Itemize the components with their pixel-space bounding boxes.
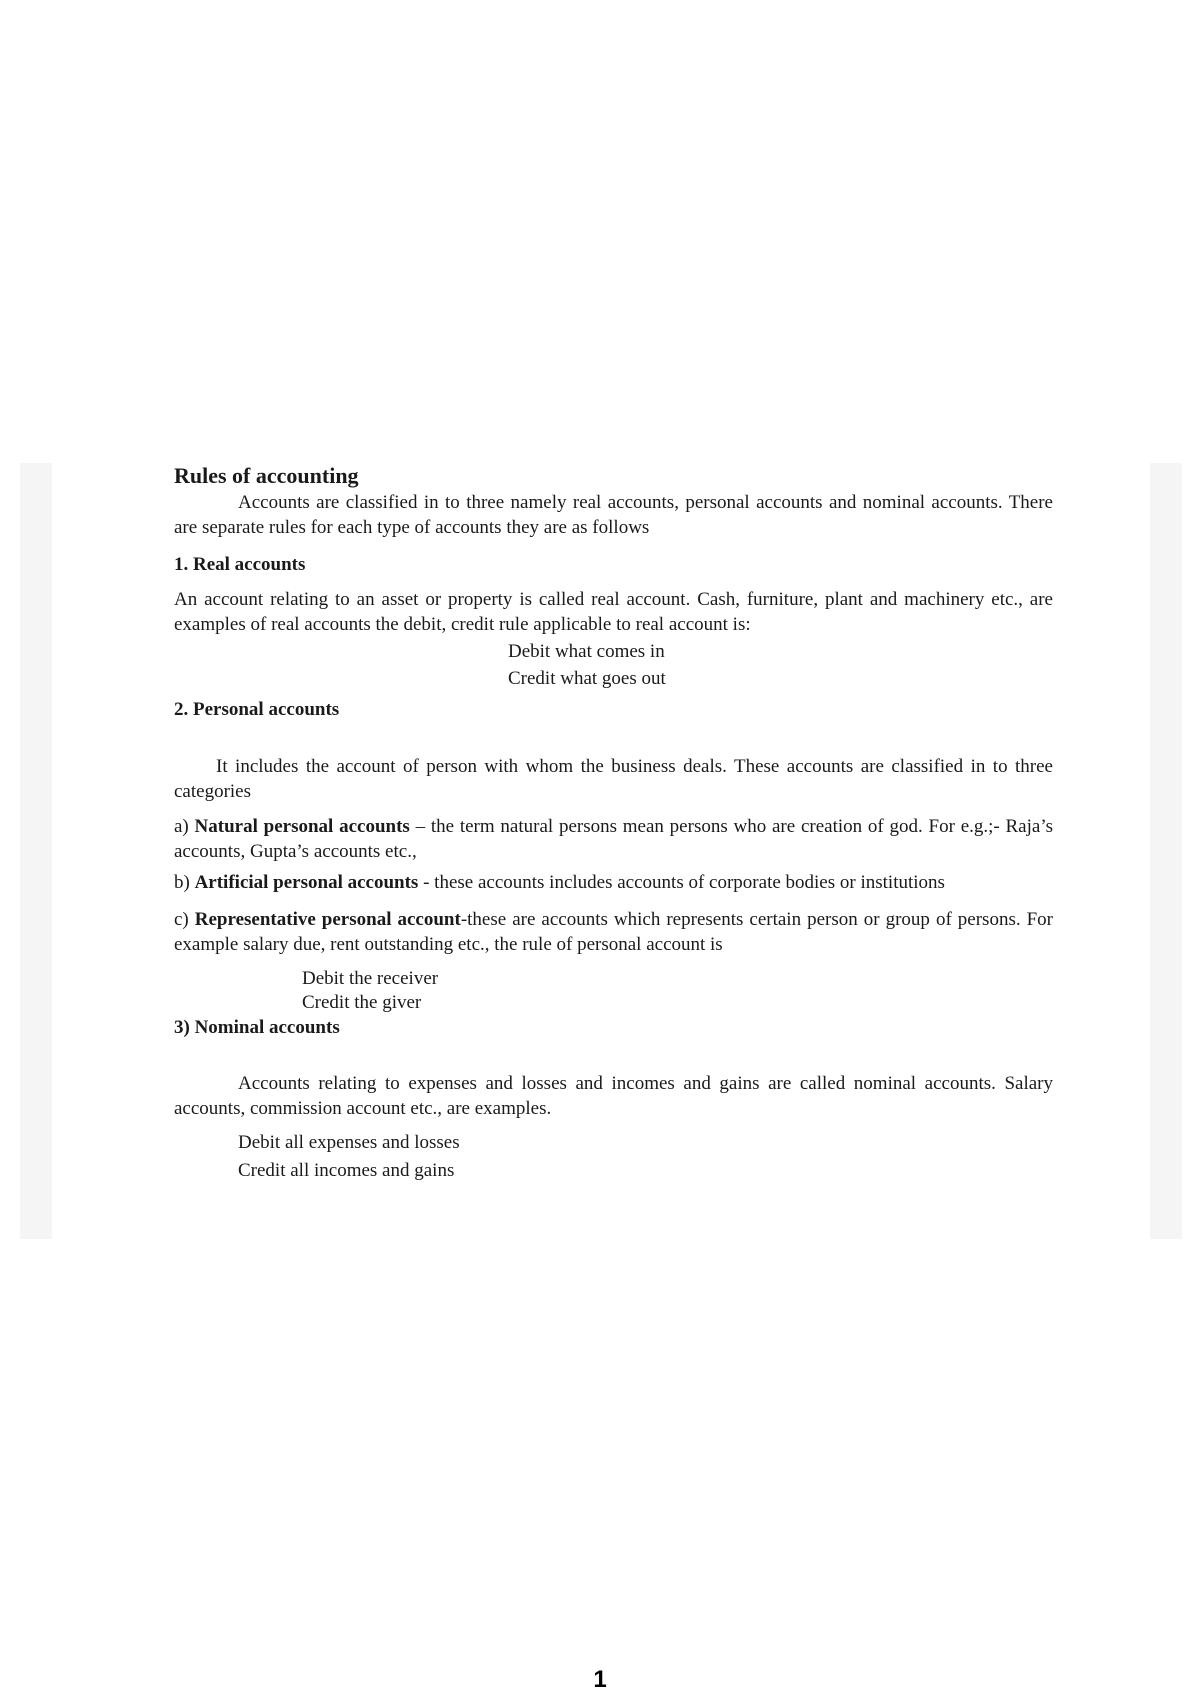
real-accounts-paragraph: An account relating to an asset or property is called real account. Cash, furniture, plant and machinery etc., are examples of real accounts the debit, credit rule applicable to real account is:	[174, 589, 1053, 635]
real-rule-debit: Debit what comes in	[508, 641, 665, 662]
real-accounts-heading: 1. Real accounts	[174, 554, 306, 575]
item-a-prefix: a)	[174, 816, 189, 837]
nominal-rule-credit: Credit all incomes and gains	[238, 1160, 455, 1181]
personal-accounts-paragraph: It includes the account of person with whom the business deals. These accounts are classified in to three categories	[174, 756, 1053, 802]
nominal-rule-debit: Debit all expenses and losses	[238, 1132, 460, 1153]
intro-paragraph: Accounts are classified in to three namely real accounts, personal accounts and nominal accounts. There are separate rules for each type of accounts they are as follows	[174, 492, 1053, 538]
representative-personal-item	[174, 907, 1053, 957]
right-margin-strip	[1150, 463, 1182, 1239]
personal-accounts-heading: 2. Personal accounts	[174, 699, 340, 720]
personal-rule-credit: Credit the giver	[302, 992, 422, 1013]
real-accounts-rule	[174, 638, 1053, 692]
nominal-accounts-heading: 3) Nominal accounts	[174, 1017, 340, 1038]
item-b-title: Artificial personal accounts	[194, 872, 419, 893]
document-title: Rules of accounting	[174, 463, 359, 488]
item-b-prefix: b)	[174, 872, 190, 893]
item-c-text: -these are accounts which represents certain person or group of persons. For example salary due, rent outstanding etc., the rule of personal account is	[174, 909, 1053, 955]
item-a-text: – the term natural persons mean persons who are creation of god. For e.g.;- Raja’s accounts, Gupta’s accounts etc.,	[174, 816, 1053, 862]
item-b-text: - these accounts includes accounts of corporate bodies or institutions	[418, 872, 945, 893]
artificial-personal-item	[174, 870, 1053, 895]
nominal-accounts-rule	[174, 1129, 1053, 1185]
document-body	[174, 462, 1053, 1185]
item-c-title: Representative personal account	[194, 909, 461, 930]
personal-rule-debit: Debit the receiver	[302, 968, 439, 989]
nominal-accounts-paragraph: Accounts relating to expenses and losses and incomes and gains are called nominal accounts. Salary accounts, commission account etc., are examples.	[174, 1073, 1053, 1119]
natural-personal-item	[174, 814, 1053, 864]
real-rule-credit: Credit what goes out	[508, 668, 666, 689]
left-margin-strip	[20, 463, 52, 1239]
item-c-prefix: c)	[174, 909, 189, 930]
personal-accounts-rule	[174, 967, 1053, 1015]
page-number: 1	[593, 1666, 607, 1693]
item-a-title: Natural personal accounts	[194, 816, 410, 837]
